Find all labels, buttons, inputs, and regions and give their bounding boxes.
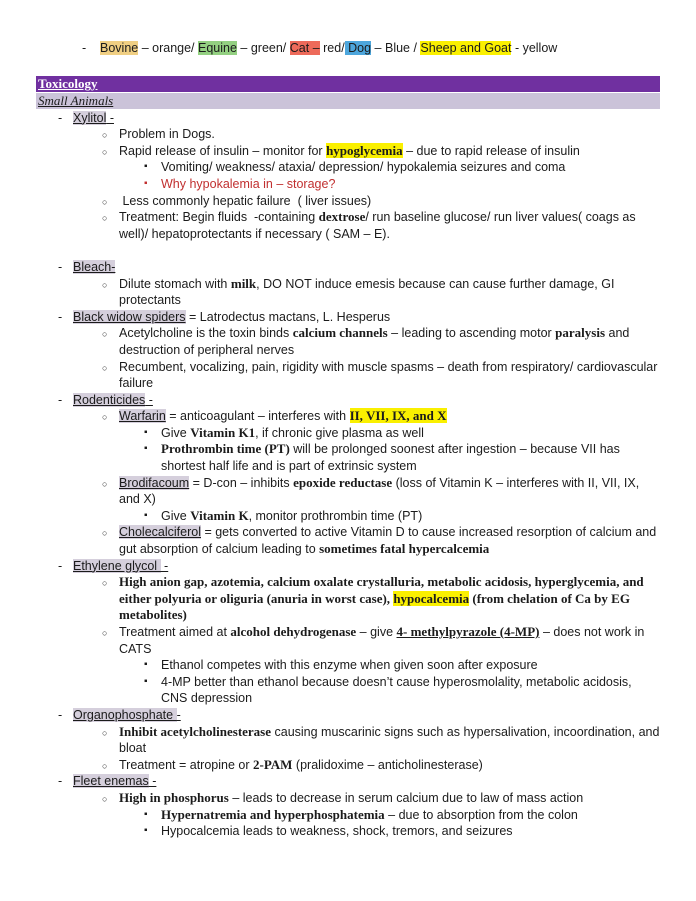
dash-bullet: - xyxy=(58,309,63,324)
dash-bullet: - xyxy=(58,774,63,789)
text-run: – give xyxy=(356,625,397,639)
text-run: Vitamin K1 xyxy=(190,424,256,440)
text-run: Fleet enemas xyxy=(73,774,149,789)
legend-text xyxy=(100,41,557,55)
text-run: Rapid release of insulin – monitor for xyxy=(119,143,327,158)
square-bullet: ▪ xyxy=(144,161,148,173)
text-run: , DO NOT induce emesis because can cause further damage, GI protectants xyxy=(119,276,618,308)
note-line xyxy=(36,807,660,824)
text-run: - xyxy=(148,774,157,789)
text-run: Sheep and Goat xyxy=(420,41,512,55)
circle-bullet: ○ xyxy=(102,279,108,290)
text-run: – due to rapid release of insulin xyxy=(402,143,580,158)
text-run: dextrose xyxy=(318,209,366,225)
dash-bullet: - xyxy=(58,110,63,125)
circle-bullet: ○ xyxy=(102,793,108,804)
text-run: Brodifacoum xyxy=(119,475,190,490)
text-run: – leads to decrease in serum calcium due to law of mass action xyxy=(228,790,584,805)
text-run: Organophosphate xyxy=(73,707,177,722)
small-animals-subheader-bar xyxy=(36,93,660,109)
dash-bullet: - xyxy=(58,558,63,573)
circle-bullet: ○ xyxy=(102,329,108,340)
text-run: Recumbent, vocalizing, pain, rigidity with muscle spasms – death from respiratory/ cardiovascular failure xyxy=(119,359,661,391)
text-run: Problem in Dogs. xyxy=(119,127,215,142)
note-line xyxy=(36,159,660,176)
section-bleach xyxy=(36,259,660,309)
text-run: High in phosphorus xyxy=(119,789,229,805)
toxicology-title: Toxicology xyxy=(38,75,98,91)
text-run: Rodenticides xyxy=(73,392,146,407)
note-line xyxy=(36,674,660,707)
text-run: hypocalcemia xyxy=(393,590,470,606)
text-run: Treatment = atropine or xyxy=(119,757,253,772)
dash-bullet: - xyxy=(58,259,63,274)
text-run: 2-PAM xyxy=(252,756,293,772)
text-run: Hypocalcemia leads to weakness, shock, tremors, and seizures xyxy=(161,824,513,839)
text-run: - xyxy=(145,392,153,407)
section-heading-xylitol xyxy=(36,110,660,127)
text-run: Vomiting/ weakness/ ataxia/ depression/ hypokalemia seizures and coma xyxy=(161,160,566,175)
note-line xyxy=(36,657,660,674)
text-run: , monitor prothrombin time (PT) xyxy=(248,508,423,523)
text-run: - yellow xyxy=(511,41,558,55)
square-bullet: ▪ xyxy=(144,808,148,820)
text-run: , if chronic give plasma as well xyxy=(255,425,424,440)
note-line xyxy=(36,143,660,160)
text-run: Why hypokalemia in – storage? xyxy=(161,176,336,191)
square-bullet: ▪ xyxy=(144,825,148,837)
text-run: Inhibit acetylcholinesterase xyxy=(119,723,272,739)
text-run: – green/ xyxy=(236,41,290,55)
text-run: Treatment aimed at xyxy=(119,625,231,639)
text-run: hypoglycemia xyxy=(326,142,403,158)
text-run: Dilute stomach with xyxy=(119,276,231,291)
text-run: = D-con – inhibits xyxy=(189,475,294,490)
text-run: 4- methylpyrazole (4-MP) xyxy=(396,624,540,639)
section-heading-rodenticides xyxy=(36,392,660,409)
note-line xyxy=(36,276,660,309)
section-xylitol xyxy=(36,110,660,243)
note-line xyxy=(36,325,660,358)
dash-bullet: - xyxy=(82,41,87,55)
text-run: (loss of Vitamin K – interferes with II, VII, IX, and X) xyxy=(119,475,643,507)
note-line xyxy=(36,475,660,508)
section-ethylene-glycol xyxy=(36,558,660,707)
text-run: Treatment: Begin fluids -containing xyxy=(119,210,319,225)
text-run: Acetylcholine is the toxin binds xyxy=(119,326,293,341)
circle-bullet: ○ xyxy=(102,727,108,738)
circle-bullet: ○ xyxy=(102,628,108,638)
text-run: 4-MP better than ethanol because doesn’t cause hyperosmolality, metabolic acidosis, CNS depression xyxy=(161,674,636,706)
text-run: Dog xyxy=(344,41,372,55)
text-run: Bovine xyxy=(100,41,139,55)
dash-bullet: - xyxy=(58,707,63,722)
text-run: sometimes fatal hypercalcemia xyxy=(319,541,490,557)
text-run: - xyxy=(176,707,181,722)
note-line xyxy=(36,126,660,143)
note-line xyxy=(36,574,660,624)
section-heading-black-widow-spiders xyxy=(36,309,660,326)
note-line xyxy=(36,359,660,392)
section-heading-bleach xyxy=(36,259,660,276)
text-run: Prothrombin time (PT) xyxy=(161,441,290,457)
text-run: epoxide reductase xyxy=(293,474,393,490)
text-run: – does not work in CATS xyxy=(119,625,648,656)
text-run: High anion gap, azotemia, calcium oxalate crystalluria, metabolic acidosis, hyperglycemia, and either polyuria or oliguria (anuria in worst case), xyxy=(119,574,647,606)
text-run: (from chelation of Ca by EG metabolites) xyxy=(119,590,634,623)
text-run: and destruction of peripheral nerves xyxy=(119,326,633,357)
circle-bullet: ○ xyxy=(102,196,108,207)
square-bullet: ▪ xyxy=(144,509,148,521)
circle-bullet: ○ xyxy=(102,213,108,224)
note-line xyxy=(36,757,660,774)
text-run: Ethylene glycol xyxy=(73,558,161,573)
text-run: milk xyxy=(230,275,257,291)
section-heading-ethylene-glycol xyxy=(36,558,660,575)
text-run: Warfarin xyxy=(119,409,166,424)
text-run: Bleach- xyxy=(73,259,116,274)
text-run: Xylitol xyxy=(73,110,107,125)
text-run: Cat – xyxy=(289,41,320,55)
note-line xyxy=(36,524,660,557)
text-run: Give xyxy=(161,425,191,440)
text-run: Vitamin K xyxy=(190,507,249,523)
text-run: – Blue / xyxy=(371,41,421,55)
text-run: - xyxy=(106,110,114,125)
section-fleet-enemas xyxy=(36,773,660,839)
text-run: calcium channels xyxy=(292,325,388,341)
text-run: II, VII, IX, and X xyxy=(349,408,447,424)
note-line xyxy=(36,723,663,757)
circle-bullet: ○ xyxy=(102,578,108,589)
text-run: – due to absorption from the colon xyxy=(384,807,578,822)
text-run: Equine xyxy=(198,41,237,55)
text-run: (pralidoxime – anticholinesterase) xyxy=(292,757,483,772)
text-run: = Latrodectus mactans, L. Hesperus xyxy=(185,309,391,324)
text-run: – leading to ascending motor xyxy=(387,326,556,341)
color-legend-line xyxy=(36,40,660,57)
small-animals-title: Small Animals xyxy=(38,92,114,108)
circle-bullet: ○ xyxy=(102,528,108,539)
text-run: / run baseline glucose/ run liver values( coags as well)/ hepatoprotectants if necessary ( SAM – E). xyxy=(119,210,640,241)
square-bullet: ▪ xyxy=(144,426,148,438)
toxicology-header-bar xyxy=(36,76,660,92)
text-run: Give xyxy=(161,508,191,523)
text-run: = gets converted to active Vitamin D to cause increased resorption of calcium and gut absorption of calcium leading to xyxy=(119,525,660,557)
square-bullet: ▪ xyxy=(144,675,148,687)
text-run: – orange/ xyxy=(138,41,198,55)
note-line xyxy=(36,209,660,242)
circle-bullet: ○ xyxy=(102,478,108,489)
section-black-widow-spiders xyxy=(36,309,660,392)
text-run: = anticoagulant – interferes with xyxy=(165,409,350,424)
note-line xyxy=(36,176,660,193)
text-run: Cholecalciferol xyxy=(119,525,201,540)
text-run: will be prolonged soonest after ingestion – because VII has shortest half life and is part of extrinsic system xyxy=(161,442,624,474)
text-run: Less commonly hepatic failure ( liver issues) xyxy=(119,193,372,208)
text-run: alcohol dehydrogenase xyxy=(230,624,357,639)
text-run: causing muscarinic signs such as hypersalivation, incoordination, and bloat xyxy=(119,724,663,756)
text-run: Hypernatremia and hyperphosphatemia xyxy=(161,806,385,822)
square-bullet: ▪ xyxy=(144,177,148,189)
note-line xyxy=(36,823,660,840)
section-heading-organophosphate xyxy=(36,707,660,724)
text-run: Ethanol competes with this enzyme when given soon after exposure xyxy=(161,658,538,673)
circle-bullet: ○ xyxy=(102,130,108,141)
circle-bullet: ○ xyxy=(102,146,108,157)
note-line xyxy=(36,441,660,474)
note-line xyxy=(36,425,660,442)
note-line xyxy=(36,624,660,657)
section-heading-fleet-enemas xyxy=(36,773,660,790)
text-run: red/ xyxy=(319,41,345,55)
square-bullet: ▪ xyxy=(144,659,148,671)
text-run: - xyxy=(160,558,169,573)
note-line xyxy=(36,790,660,807)
circle-bullet: ○ xyxy=(102,362,108,373)
text-run: paralysis xyxy=(555,325,606,341)
section-organophosphate xyxy=(36,707,663,773)
note-line xyxy=(36,408,660,425)
note-line xyxy=(36,193,660,210)
section-rodenticides xyxy=(36,392,660,558)
text-run: Black widow spiders xyxy=(73,309,186,324)
circle-bullet: ○ xyxy=(102,760,108,771)
notes-body xyxy=(36,109,663,840)
dash-bullet: - xyxy=(58,392,63,407)
note-line xyxy=(36,508,660,525)
square-bullet: ▪ xyxy=(144,443,148,455)
circle-bullet: ○ xyxy=(102,412,108,423)
